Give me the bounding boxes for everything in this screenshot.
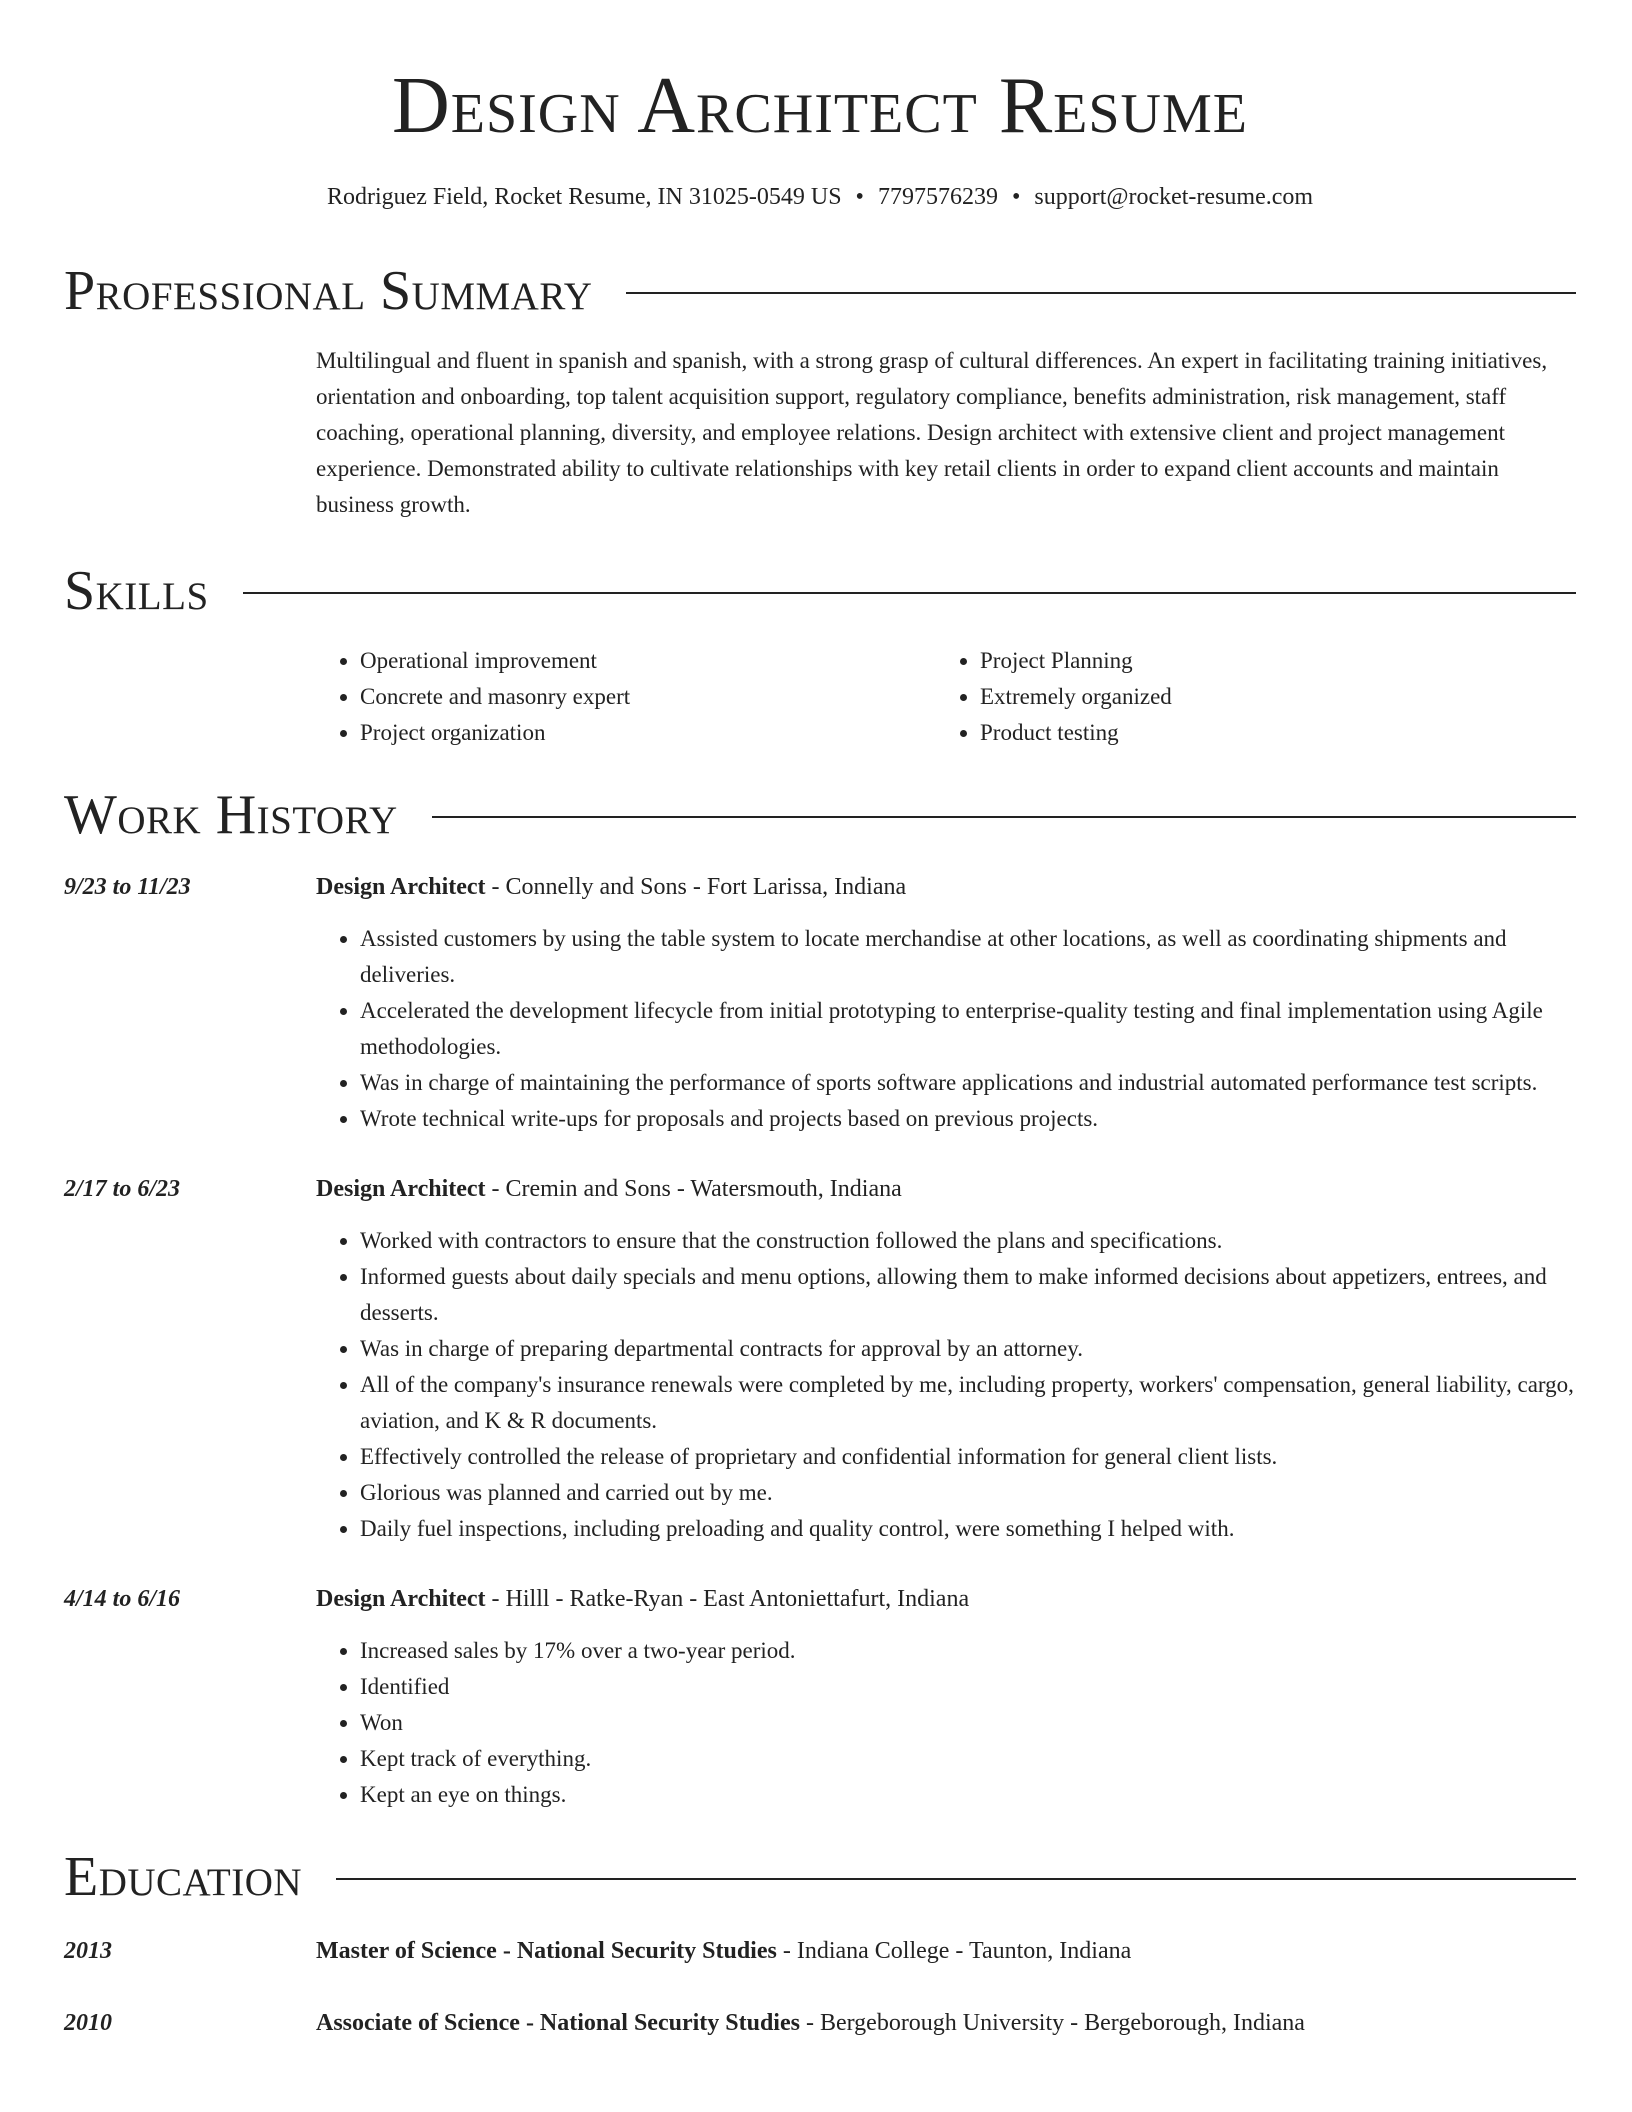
job-bullet: • Effectively controlled the release of proprietary and confidential information for general client lists. xyxy=(360,1439,1576,1475)
education-year: 2013 xyxy=(64,1938,112,1964)
job-dates: 2/17 to 6/23 xyxy=(64,1176,181,1202)
section-divider xyxy=(626,292,1576,294)
job-role: Design Architect xyxy=(316,874,486,900)
summary-section-header xyxy=(64,260,1576,322)
job-header xyxy=(64,1581,1576,1617)
job-bullet: • Accelerated the development lifecycle from initial prototyping to enterprise-quality testing and final implementation using Agile methodologies. xyxy=(360,993,1576,1065)
job-detail xyxy=(316,869,1576,905)
skills-heading: Skills xyxy=(64,560,209,622)
education-degree: Master of Science - National Security Studies xyxy=(316,1938,777,1964)
contact-separator: • xyxy=(1011,184,1021,210)
skills-grid xyxy=(316,643,1576,751)
job-bullet: • Glorious was planned and carried out by me. xyxy=(360,1475,1576,1511)
section-divider xyxy=(336,1878,1576,1880)
job-entry xyxy=(64,869,1576,1137)
work-section-header xyxy=(64,784,1576,846)
contact-email: support@rocket-resume.com xyxy=(1034,184,1314,210)
job-bullet: • Kept an eye on things. xyxy=(360,1777,1576,1813)
job-employer: - Connelly and Sons - Fort Larissa, Indiana xyxy=(485,874,907,900)
job-detail xyxy=(316,1171,1576,1207)
education-detail xyxy=(316,1933,1131,1969)
job-bullet: • Daily fuel inspections, including preloading and quality control, were something I helped with. xyxy=(360,1511,1576,1547)
job-bullet: • Assisted customers by using the table system to locate merchandise at other locations, as well as coordinating shipments and deliveries. xyxy=(360,921,1576,993)
contact-address: Rodriguez Field, Rocket Resume, IN 31025-0549 US xyxy=(326,184,842,210)
skills-section-header xyxy=(64,560,1576,622)
job-header xyxy=(64,1171,1576,1207)
skill-item: • Project Planning xyxy=(980,643,1576,679)
work-heading: Work History xyxy=(64,784,398,846)
skill-item: • Concrete and masonry expert xyxy=(360,679,936,715)
job-bullet: • Won xyxy=(360,1705,1576,1741)
job-bullets xyxy=(316,921,1576,1137)
job-bullet: • Was in charge of maintaining the performance of sports software applications and industrial automated performance test scripts. xyxy=(360,1065,1576,1101)
job-bullet: • All of the company's insurance renewals were completed by me, including property, workers' compensation, general liability, cargo, aviation, and K & R documents. xyxy=(360,1367,1576,1439)
skill-item: • Product testing xyxy=(980,715,1576,751)
section-divider xyxy=(432,816,1576,818)
job-header xyxy=(64,869,1576,905)
job-detail xyxy=(316,1581,1576,1617)
education-entry xyxy=(64,2005,1576,2041)
skills-list-right xyxy=(936,643,1576,751)
job-role: Design Architect xyxy=(316,1586,486,1612)
job-dates: 4/14 to 6/16 xyxy=(64,1586,181,1612)
resume-title: Design Architect Resume xyxy=(392,62,1248,150)
job-entry xyxy=(64,1171,1576,1547)
education-section-header xyxy=(64,1846,1576,1908)
education-year: 2010 xyxy=(64,2010,112,2036)
education-school: - Bergeborough University - Bergeborough, Indiana xyxy=(799,2010,1305,2036)
job-entry xyxy=(64,1581,1576,1813)
job-bullet: • Worked with contractors to ensure that the construction followed the plans and specifications. xyxy=(360,1223,1576,1259)
contact-phone: 7797576239 xyxy=(877,184,998,210)
education-degree: Associate of Science - National Security Studies xyxy=(316,2010,800,2036)
job-bullets xyxy=(316,1633,1576,1813)
contact-line xyxy=(64,184,1576,211)
job-bullet: • Kept track of everything. xyxy=(360,1741,1576,1777)
skill-item: • Operational improvement xyxy=(360,643,936,679)
skills-list-left xyxy=(316,643,936,751)
skill-item: • Extremely organized xyxy=(980,679,1576,715)
education-heading: Education xyxy=(64,1846,303,1908)
contact-separator: • xyxy=(855,184,864,210)
job-bullet: • Increased sales by 17% over a two-year period. xyxy=(360,1633,1576,1669)
job-employer: - Hilll - Ratke-Ryan - East Antoniettafurt, Indiana xyxy=(485,1586,970,1612)
job-dates: 9/23 to 11/23 xyxy=(64,874,191,900)
skill-item: • Project organization xyxy=(360,715,936,751)
job-bullets xyxy=(316,1223,1576,1547)
job-bullet: • Identified xyxy=(360,1669,1576,1705)
education-entry xyxy=(64,1933,1576,1969)
job-employer: - Cremin and Sons - Watersmouth, Indiana xyxy=(485,1176,902,1202)
resume-page xyxy=(64,0,1576,2041)
section-divider xyxy=(243,592,1576,594)
job-bullet: • Wrote technical write-ups for proposals and projects based on previous projects. xyxy=(360,1101,1576,1137)
education-school: - Indiana College - Taunton, Indiana xyxy=(776,1938,1132,1964)
summary-text: Multilingual and fluent in spanish and spanish, with a strong grasp of cultural differences. An expert in facilitating training initiatives, orientation and onboarding, top talent acquisition support, regulatory compliance, benefits administration, risk management, staff coaching, operational planning, diversity, and employee relations. Design architect with extensive client and project management experience. Demonstrated ability to cultivate relationships with key retail clients in order to expand client accounts and maintain business growth. xyxy=(316,348,1548,517)
job-bullet: • Informed guests about daily specials and menu options, allowing them to make informed decisions about appetizers, entrees, and desserts. xyxy=(360,1259,1576,1331)
summary-heading: Professional Summary xyxy=(64,260,593,322)
job-bullet: • Was in charge of preparing departmental contracts for approval by an attorney. xyxy=(360,1331,1576,1367)
job-role: Design Architect xyxy=(316,1176,486,1202)
education-detail xyxy=(316,2005,1305,2041)
